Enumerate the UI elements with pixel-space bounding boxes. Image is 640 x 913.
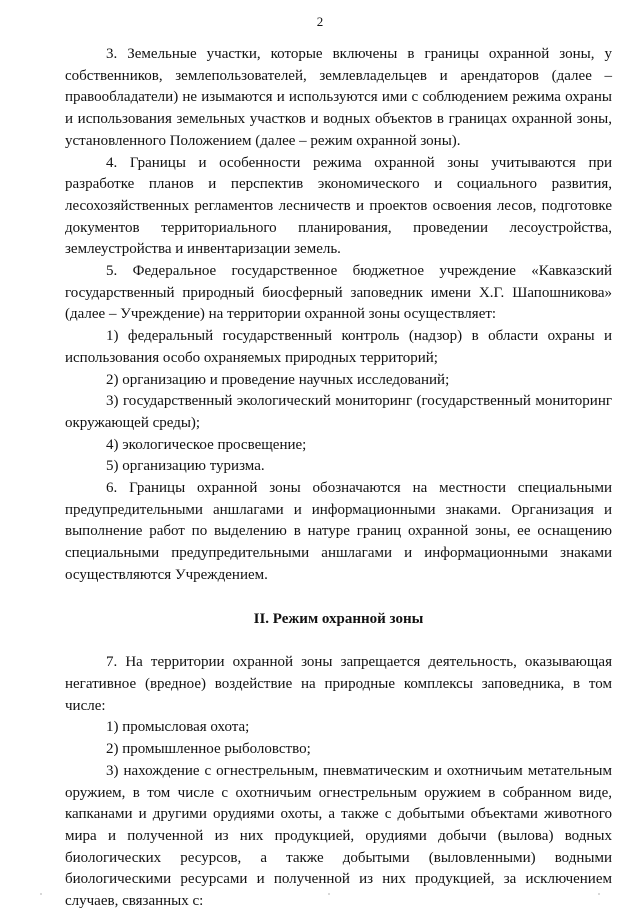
- paragraph-4: 4. Границы и особенности режима охранной зоны учитываются при разработке планов и перспектив экономического и социального развития, лесохозяйственных регламентов лесничеств и проектов освоения лесов, подготовке документов территориального планирования, проведении лесоустройства, землеустройства и инвентаризации земель.: [65, 154, 612, 258]
- scan-artifact: [40, 893, 42, 895]
- list-item-5-5: 5) организацию туризма.: [106, 458, 265, 475]
- paragraph-3: 3. Земельные участки, которые включены в границы охранной зоны, у собственников, землепользователей, землевладельцев и арендаторов (далее – правообладатели) не изымаются и используются ими с соблюдением режима охраны и использования земельных участков и водных объектов в границах охранной зоны, установленного Положением (далее – режим охранной зоны).: [65, 46, 612, 149]
- list-item-7-2: 2) промышленное рыболовство;: [106, 741, 311, 758]
- paragraph-7: 7. На территории охранной зоны запрещается деятельность, оказывающая негативное (вредное) воздействие на природные комплексы заповедника, в том числе:: [65, 654, 612, 714]
- list-item-5-3: 3) государственный экологический мониторинг (государственный мониторинг окружающей среды);: [65, 393, 612, 431]
- scan-artifact: [328, 893, 330, 895]
- list-item-5-4: 4) экологическое просвещение;: [106, 436, 307, 453]
- list-item-7-1: 1) промысловая охота;: [106, 719, 250, 736]
- page-number: 2: [316, 14, 324, 29]
- list-item-5-1: 1) федеральный государственный контроль (надзор) в области охраны и использования особо охраняемых природных территорий;: [65, 328, 612, 366]
- paragraph-5: 5. Федеральное государственное бюджетное учреждение «Кавказский государственный природный биосферный заповедник имени Х.Г. Шапошникова» (далее – Учреждение) на территории охранной зоны осуществляет:: [65, 263, 612, 323]
- paragraph-6: 6. Границы охранной зоны обозначаются на местности специальными предупредительными аншлагами и информационными знаками. Организация и выполнение работ по выделению в натуре границ охранной зоны, ее оснащению специальными предупредительными аншлагами и информационными знаками осуществляются Учреждением.: [65, 480, 612, 583]
- list-item-7-3: 3) нахождение с огнестрельным, пневматическим и охотничьим метательным оружием, в том числе с охотничьим огнестрельным оружием в собранном виде, капканами и другими орудиями охоты, а также с добытыми объектами животного мира и полученной из них продукцией, орудиями добычи (вылова) водных биологических ресурсов, а также добытыми (выловленными) водными биологическими ресурсами и полученной из них продукцией, за исключением случаев, связанных с:: [65, 762, 612, 910]
- section-heading: II. Режим охранной зоны: [253, 610, 424, 627]
- document-body: [65, 44, 612, 913]
- scan-artifact: [598, 893, 600, 895]
- list-item-5-2: 2) организацию и проведение научных исследований;: [106, 371, 450, 388]
